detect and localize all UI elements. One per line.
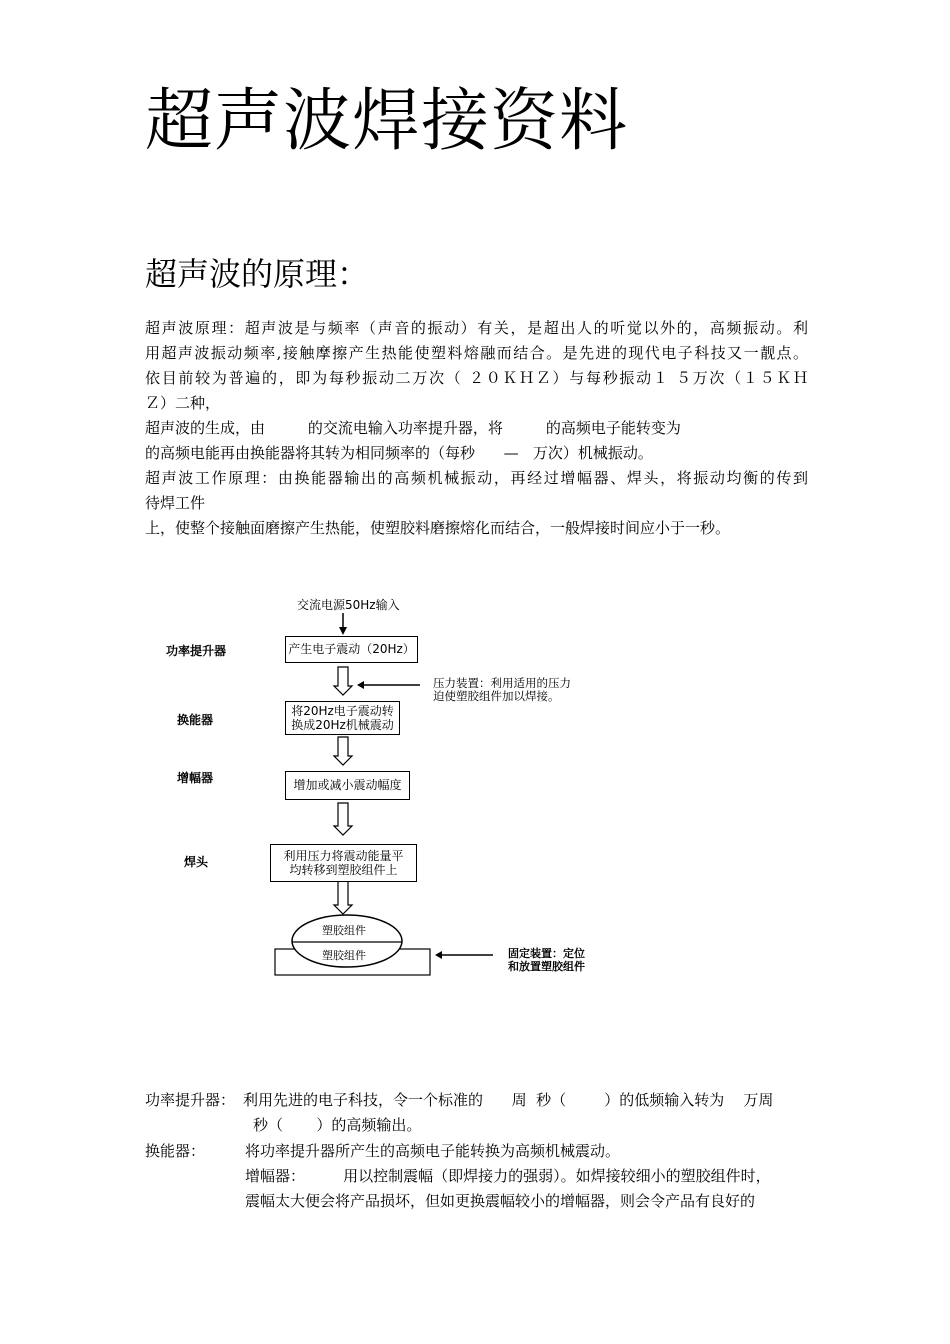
stage-label-transducer: 换能器 bbox=[177, 713, 214, 727]
paragraph-line: 超声波工作原理：由换能器输出的高频机械振动，再经过增幅器、焊头，将振动均衡的传到 bbox=[145, 469, 808, 487]
horn-line-1: 利用压力将震动能量平 bbox=[283, 849, 404, 863]
transducer-line-1: 将20Hz电子震动转 bbox=[291, 704, 394, 718]
input-label: 交流电源50Hz输入 bbox=[297, 598, 400, 612]
part-bottom-label: 塑胶组件 bbox=[322, 949, 366, 962]
definition-text: 震幅太大便会将产品损坏，但如更换震幅较小的增幅器，则会令产品有良好的 bbox=[245, 1192, 756, 1210]
paragraph-line: 待焊工件 bbox=[145, 494, 206, 512]
paragraph-line: 超声波的生成，由 的交流电输入功率提升器，将 的高频电子能转变为 bbox=[145, 419, 681, 437]
definition-text: 利用先进的电子科技，令一个标准的 周 秒（ ）的低频输入转为 万周 bbox=[243, 1091, 774, 1109]
paragraph-line: Ｚ）二种， bbox=[145, 394, 221, 412]
definition-text: 增幅器： 用以控制震幅（即焊接力的强弱）。如焊接较细小的塑胶组件时， bbox=[245, 1167, 771, 1185]
pressure-note bbox=[433, 677, 571, 703]
stage-box-booster: 增加或减小震动幅度 bbox=[285, 771, 410, 800]
ultrasonic-flow-diagram bbox=[150, 585, 620, 985]
paragraph-line: 的高频电能再由换能器将其转为相同频率的（每秒 — 万次）机械振动。 bbox=[145, 444, 653, 462]
hollow-arrow-4 bbox=[334, 881, 352, 914]
pressure-note-line-2: 迫使塑胶组件加以焊接。 bbox=[433, 689, 560, 703]
transducer-line-2: 换成20Hz机械震动 bbox=[291, 718, 394, 732]
fixture-note-line-2: 和放置塑胶组件 bbox=[508, 960, 585, 973]
paragraph-line: 上，使整个接触面磨擦产生热能，使塑胶料磨擦熔化而结合，一般焊接时间应小于一秒。 bbox=[145, 519, 731, 537]
stage-label-amplifier: 功率提升器 bbox=[166, 644, 227, 658]
hollow-arrow-2 bbox=[334, 737, 352, 765]
stage-box-amplifier: 产生电子震动（20Hz） bbox=[285, 636, 418, 663]
paragraph-line: 用超声波振动频率,接触摩擦产生热能使塑料熔融而结合。是先进的现代电子科技又一靓点。 bbox=[145, 344, 808, 362]
fixture-note-line-1: 固定装置：定位 bbox=[508, 947, 585, 960]
stage-box-horn bbox=[270, 844, 417, 882]
fixture-arrowhead bbox=[435, 951, 442, 959]
horn-line-2: 均转移到塑胶组件上 bbox=[289, 863, 398, 877]
stage-label-booster: 增幅器 bbox=[177, 771, 214, 785]
stage-label-horn: 焊头 bbox=[184, 855, 209, 869]
definition-term: 功率提升器： bbox=[145, 1091, 236, 1109]
paragraph-line: 依目前较为普遍的，即为每秒振动二万次（ ２０ＫＨＺ）与每秒振动１ ５万次（１５ＫＨ bbox=[145, 369, 808, 387]
fixture-note bbox=[508, 947, 585, 973]
definition-text: 将功率提升器所产生的高频电子能转换为高频机械震动。 bbox=[245, 1142, 621, 1160]
stage-box-transducer bbox=[285, 701, 400, 735]
hollow-arrow-3 bbox=[334, 803, 352, 835]
hollow-arrow-1 bbox=[334, 667, 352, 695]
section-title: 超声波的原理： bbox=[145, 255, 370, 293]
pressure-note-line-1: 压力装置：利用适用的压力 bbox=[433, 676, 571, 690]
input-arrowhead bbox=[339, 627, 347, 635]
pressure-arrowhead bbox=[357, 681, 364, 689]
paragraph-line: 超声波原理：超声波是与频率（声音的振动）有关，是超出人的听觉以外的，高频振动。利 bbox=[145, 319, 808, 337]
page-title: 超声波焊接资料 bbox=[145, 82, 629, 161]
part-top-label: 塑胶组件 bbox=[322, 924, 366, 937]
definition-term: 换能器： bbox=[145, 1142, 206, 1160]
definition-text: 秒（ ）的高频输出。 bbox=[253, 1116, 422, 1134]
